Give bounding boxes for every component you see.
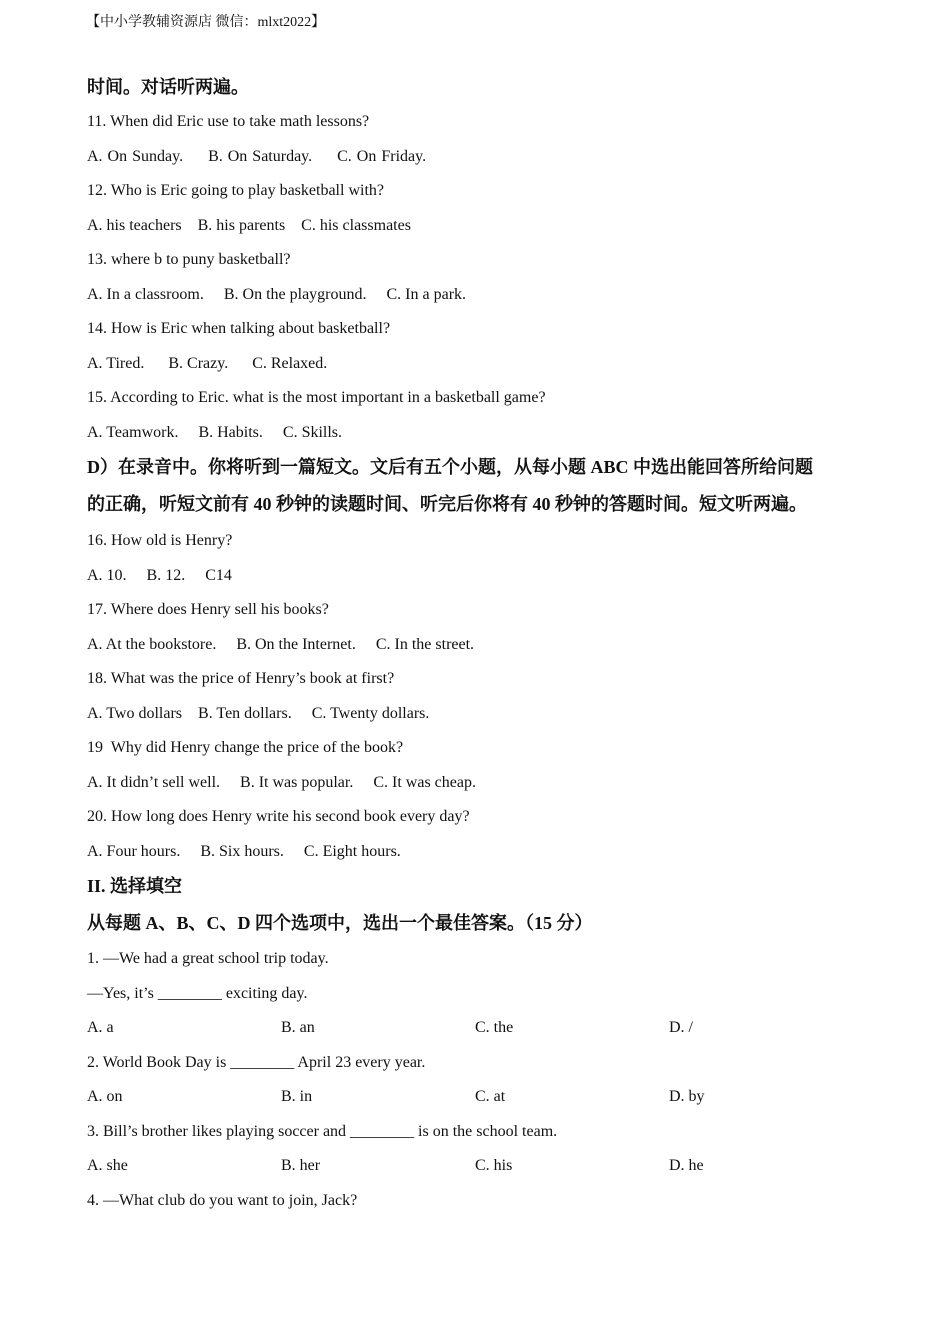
mc-question-1-line1: 1. —We had a great school trip today. (87, 950, 329, 967)
question-11: 11. When did Eric use to take math lessons? (87, 113, 370, 130)
part2-instruction: 从每题 A、B、C、D 四个选项中，选出一个最佳答案。（15 分） (87, 913, 593, 933)
question-12: 12. Who is Eric going to play basketball with? (87, 182, 384, 199)
section-d-instruction-line2: 的正确，听短文前有 40 秒钟的读题时间、听完后你将有 40 秒钟的答题时间。短文听两遍。 (87, 494, 807, 514)
question-14-options: A. Tired. B. Crazy. C. Relaxed. (87, 355, 328, 372)
question-13: 13. where b to puny basketball? (87, 251, 291, 268)
mc-question-4: 4. —What club do you want to join, Jack? (87, 1192, 358, 1209)
question-16: 16. How old is Henry? (87, 532, 233, 549)
option-c: C. the (475, 1019, 514, 1036)
option-a: A. a (87, 1019, 114, 1036)
option-c: C. at (475, 1088, 506, 1105)
mc-question-1-line2: —Yes, it’s ________ exciting day. (87, 985, 308, 1002)
part2-title: II. 选择填空 (87, 876, 183, 896)
question-17: 17. Where does Henry sell his books? (87, 601, 329, 618)
option-a: A. on (87, 1088, 123, 1105)
question-14: 14. How is Eric when talking about basketball? (87, 320, 391, 337)
option-b: B. her (281, 1157, 321, 1174)
question-19-options: A. It didn’t sell well. B. It was popular. C. It was cheap. (87, 774, 476, 791)
question-13-options: A. In a classroom. B. On the playground. C. In a park. (87, 286, 467, 303)
question-11-options: A. On Sunday. B. On Saturday. C. On Friday. (87, 148, 427, 165)
question-18-options: A. Two dollars B. Ten dollars. C. Twenty dollars. (87, 705, 430, 722)
option-d: D. by (669, 1088, 705, 1105)
option-b: B. in (281, 1088, 313, 1105)
section-c-instruction-tail: 时间。对话听两遍。 (87, 77, 249, 97)
option-c: C. his (475, 1157, 513, 1174)
option-a: A. she (87, 1157, 128, 1174)
question-15: 15. According to Eric. what is the most important in a basketball game? (87, 389, 546, 406)
section-d-instruction-line1: D）在录音中。你将听到一篇短文。文后有五个小题，从每小题 ABC 中选出能回答所给问题 (87, 457, 813, 477)
question-18: 18. What was the price of Henry’s book at first? (87, 670, 395, 687)
mc-question-2: 2. World Book Day is ________ April 23 every year. (87, 1054, 426, 1071)
option-b: B. an (281, 1019, 315, 1036)
mc-question-3: 3. Bill’s brother likes playing soccer and ________ is on the school team. (87, 1123, 558, 1140)
option-d: D. / (669, 1019, 693, 1036)
question-20: 20. How long does Henry write his second book every day? (87, 808, 470, 825)
question-16-options: A. 10. B. 12. C14 (87, 567, 232, 584)
question-20-options: A. Four hours. B. Six hours. C. Eight hours. (87, 843, 401, 860)
question-15-options: A. Teamwork. B. Habits. C. Skills. (87, 424, 343, 441)
question-19: 19 Why did Henry change the price of the book? (87, 739, 404, 756)
option-d: D. he (669, 1157, 704, 1174)
question-17-options: A. At the bookstore. B. On the Internet. C. In the street. (87, 636, 475, 653)
question-12-options: A. his teachers B. his parents C. his classmates (87, 217, 411, 234)
page-header: 【中小学教辅资源店 微信：mlxt2022】 (86, 15, 326, 30)
